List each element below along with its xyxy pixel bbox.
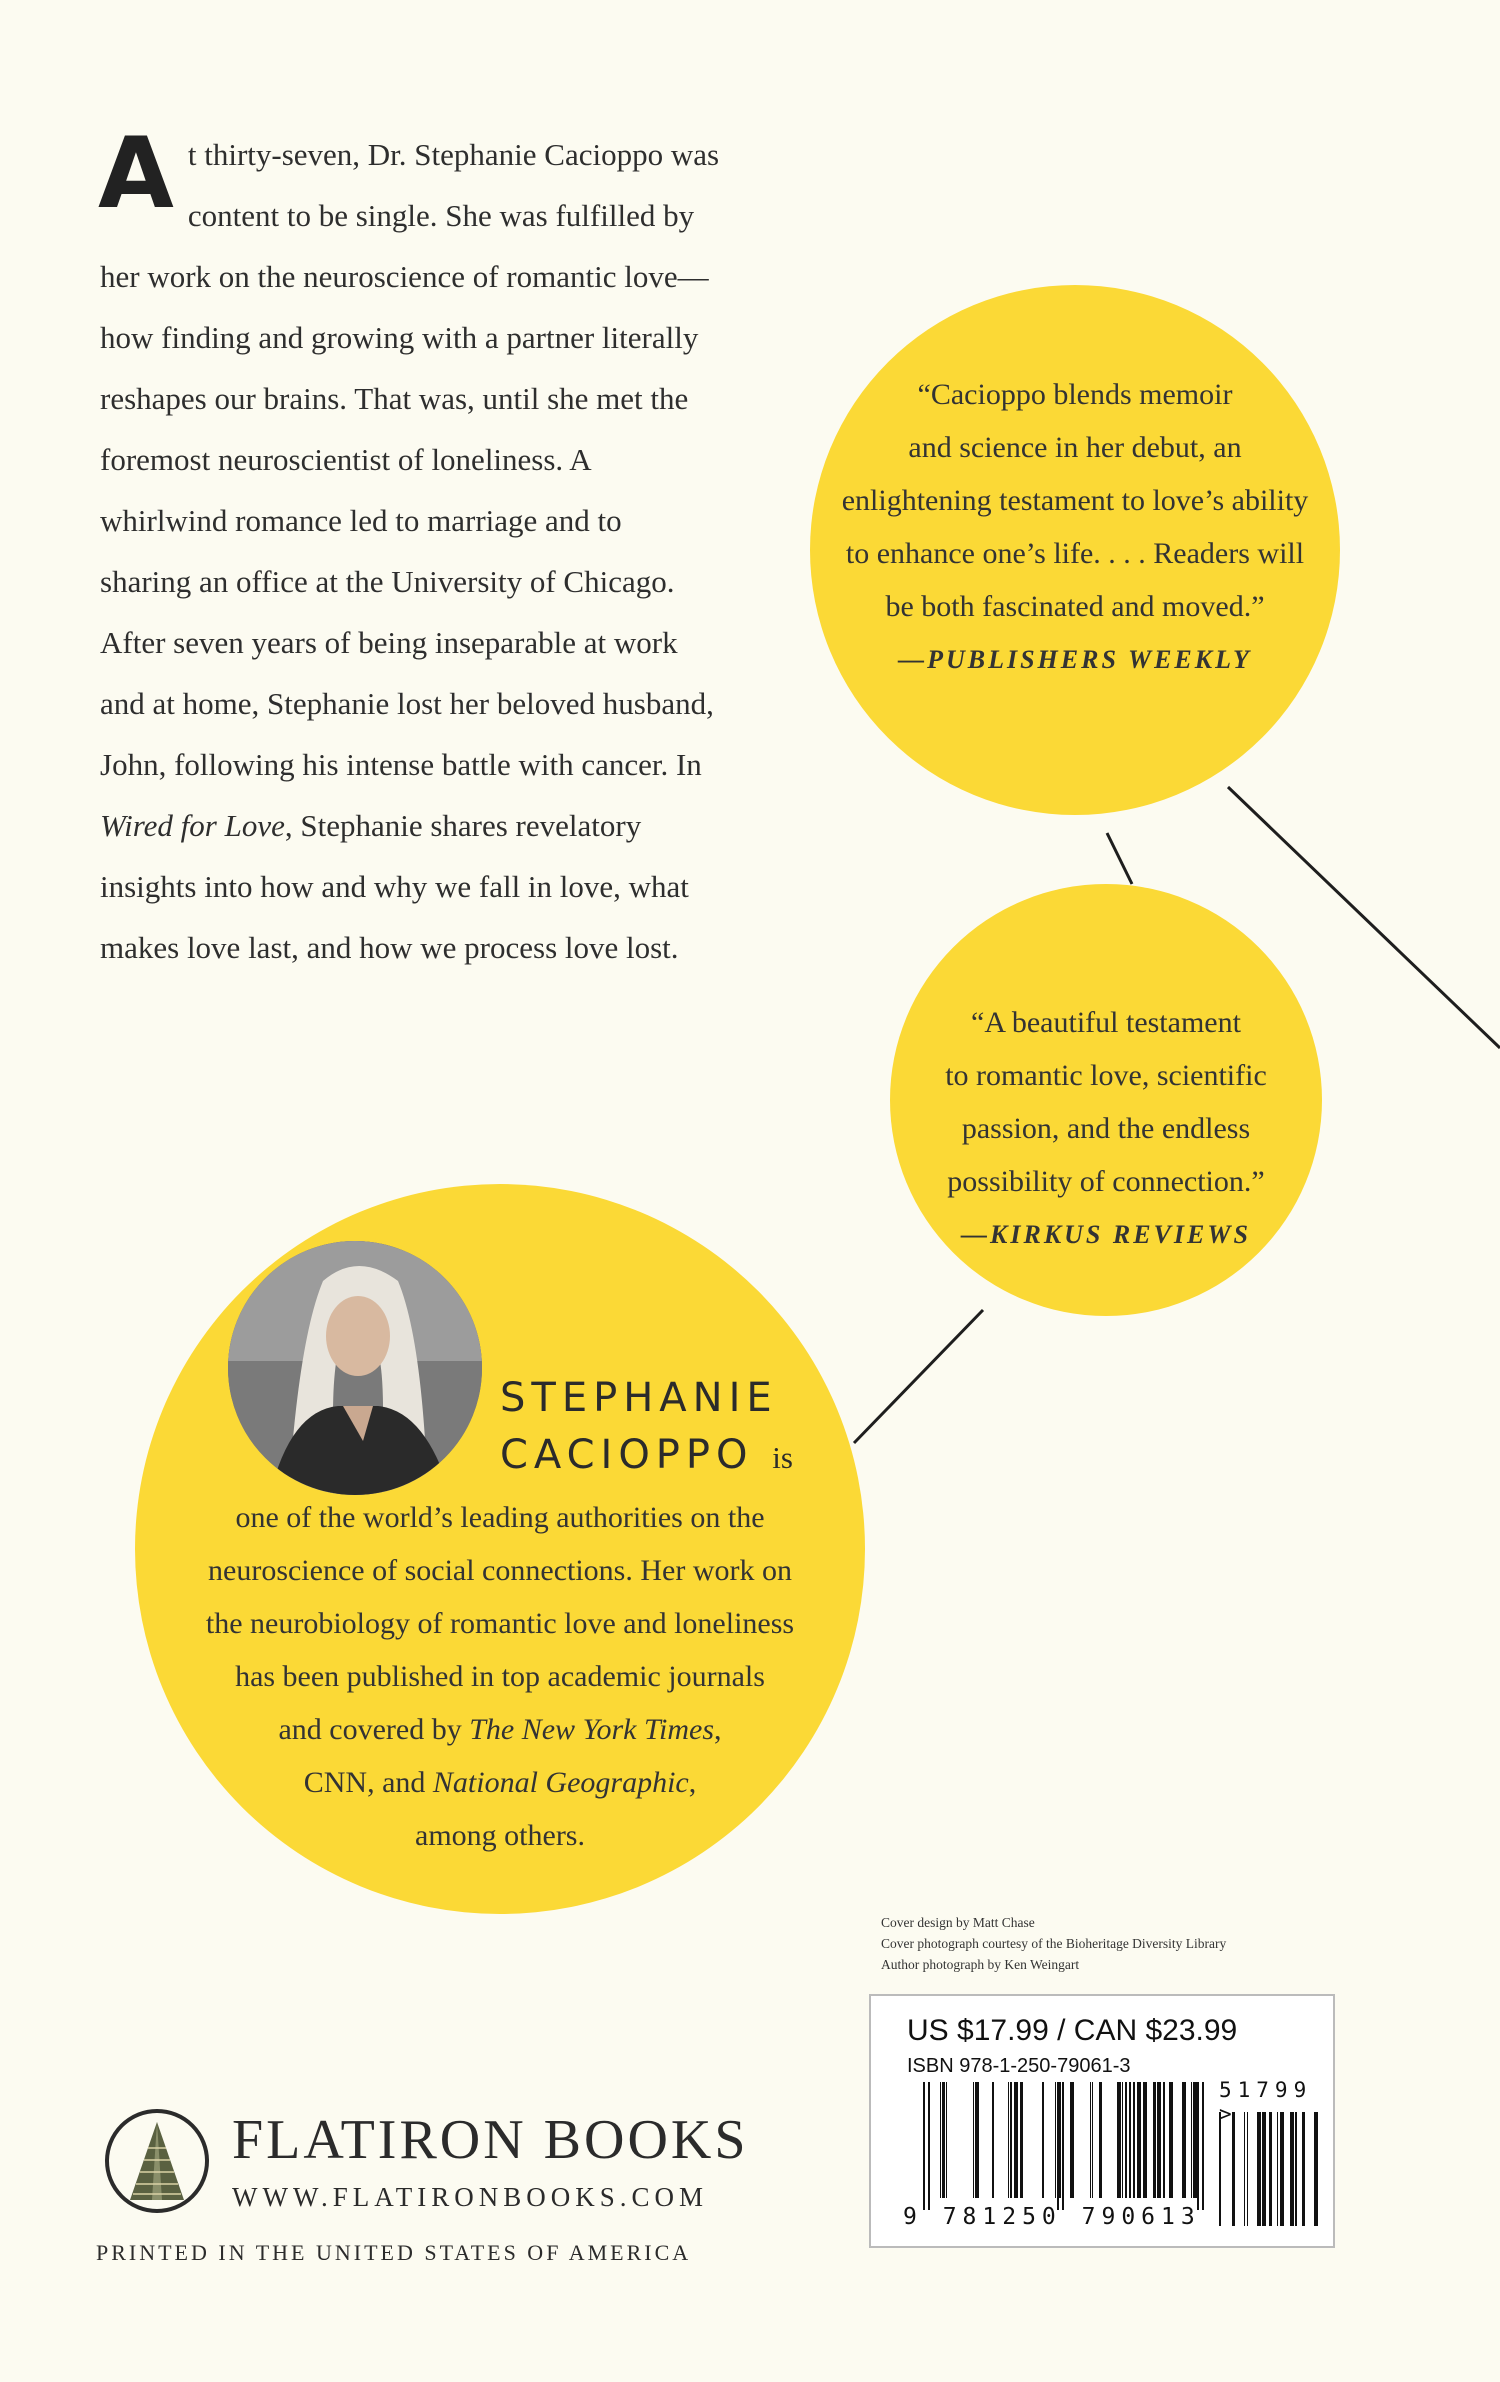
book-description [98,117,720,978]
barcode-box [869,1994,1335,2248]
author-name [500,1370,793,1486]
author-name-suffix: is [772,1440,793,1475]
review-line: enlightening testament to love’s ability [841,484,1309,517]
bio-line: one of the world’s leading authorities on the [235,1501,765,1534]
isbn: ISBN 978-1-250-79061-3 [907,2055,1131,2077]
bio-line: the neurobiology of romantic love and loneliness [205,1607,795,1640]
publication-title: National Geographic [432,1766,689,1799]
connector-line-middle [1107,833,1132,884]
review-line: “Cacioppo blends memoir [917,378,1233,411]
review-quote-publishers-weekly [800,368,1350,686]
review-line: “A beautiful testament [971,1006,1241,1039]
review-line: and science in her debut, an [908,431,1242,464]
author-photo [224,1237,486,1499]
blurb-text-start: t thirty-seven, Dr. Stephanie Cacioppo was content to be single. She was fulfilled by her work on the neuroscience of romantic love—how finding and growing with a partner literally reshapes our brains. That was, until she met the foremost neuroscientist of loneliness. A whirlwind romance led to marriage and to sharing an office at the University of Chicago. After seven years of being inseparable at work and at home, Stephanie lost her beloved husband, John, following his intense battle with cancer. In [100,137,720,782]
cover-credits [881,1912,1226,1975]
drop-cap: A [98,117,174,231]
price: US $17.99 / CAN $23.99 [907,2014,1238,2047]
bio-line: neuroscience of social connections. Her work on [208,1554,792,1587]
review-quote-kirkus [880,996,1332,1261]
bio-text: CNN, and [303,1766,433,1799]
bio-line: has been published in top academic journals [235,1660,765,1693]
barcode-digits: 9 781250 790613 [903,2204,1201,2230]
review-line: to enhance one’s life. . . . Readers will [845,537,1305,570]
author-name-first: STEPHANIE [500,1375,778,1421]
publisher-name: FLATIRON BOOKS [232,2109,749,2171]
review-source: —KIRKUS REVIEWS [961,1220,1251,1249]
bio-text: and covered by [278,1713,470,1746]
bio-text: , [714,1713,722,1746]
author-bio [120,1491,880,1862]
credit-line: Cover photograph courtesy of the Bioheritage Diversity Library [881,1936,1227,1951]
publication-title: The New York Times [469,1713,715,1746]
barcode-supplement-digits: 51799 > [1219,2078,1313,2126]
author-name-last: CACIOPPO [500,1432,754,1478]
book-title: Wired for Love [100,808,285,843]
review-line: passion, and the endless [961,1112,1251,1145]
review-line: possibility of connection.” [947,1165,1265,1198]
bio-line [120,1756,880,1809]
connector-line-lower [854,1310,983,1443]
blurb-text-end: , Stephanie shares revelatory insights into how and why we fall in love, what makes love last, and how we process love lost. [100,808,689,965]
review-source: —PUBLISHERS WEEKLY [898,645,1252,674]
author-portrait-icon [228,1241,486,1499]
publisher-url: WWW.FLATIRONBOOKS.COM [232,2182,709,2212]
review-line: to romantic love, scientific [945,1059,1267,1092]
credit-line: Cover design by Matt Chase [881,1915,1035,1930]
bio-line [120,1703,880,1756]
bio-text: , [688,1766,697,1799]
bio-line: among others. [415,1819,585,1852]
flatiron-building-icon [104,2108,210,2214]
credit-line: Author photograph by Ken Weingart [881,1957,1080,1972]
review-line: be both fascinated and moved.” [885,590,1265,623]
printed-in-notice: PRINTED IN THE UNITED STATES OF AMERICA [96,2240,692,2265]
